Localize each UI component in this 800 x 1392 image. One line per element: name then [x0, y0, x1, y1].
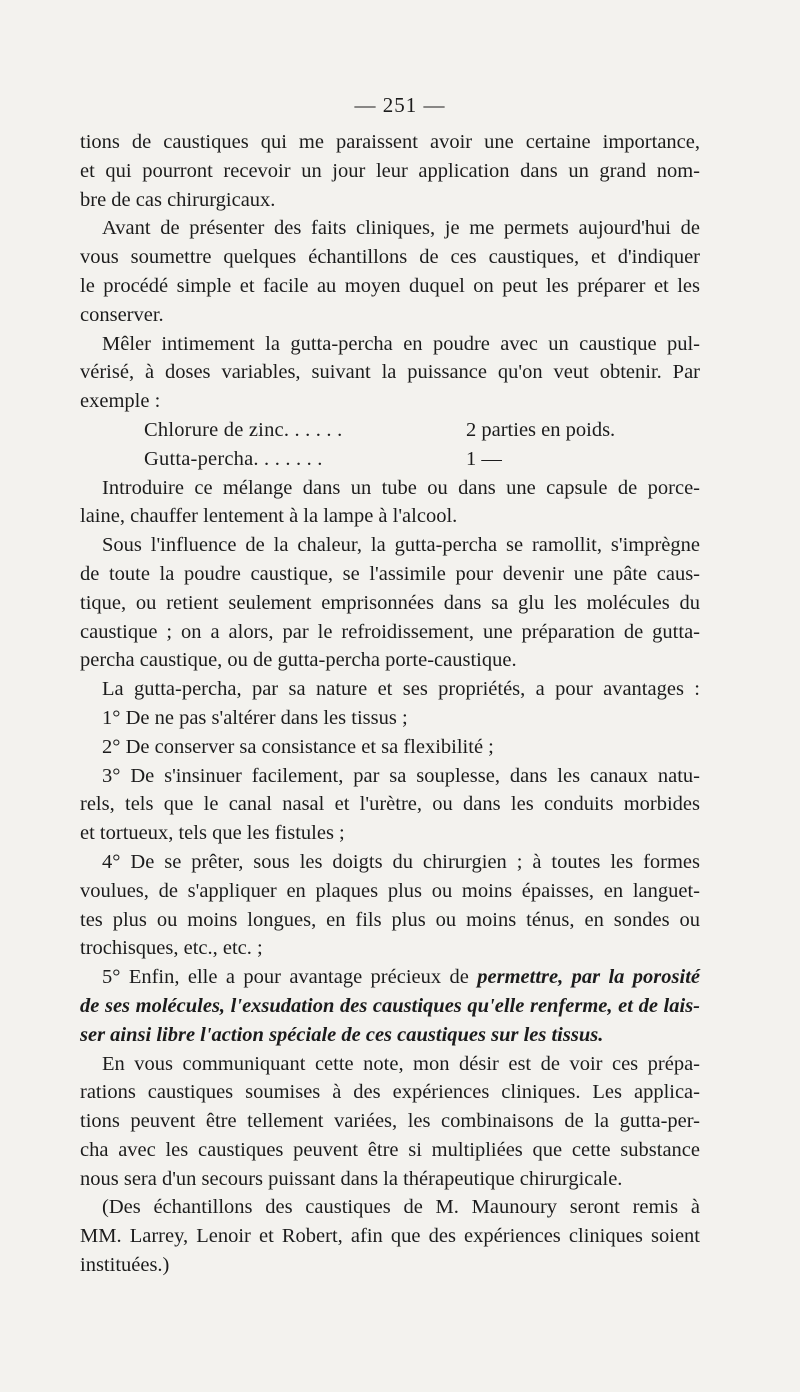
text-line: MM. Larrey, Lenoir et Robert, afin que des expériences cliniques soient	[80, 1225, 700, 1248]
italic-text-line: ser ainsi libre l'action spéciale de ces caustiques sur les tissus.	[80, 1023, 604, 1046]
text-line: vous soumettre quelques échantillons de ces caustiques, et d'indiquer	[80, 246, 700, 269]
list-item-1	[80, 704, 700, 733]
text-line: conserver.	[80, 303, 164, 326]
text-line: tique, ou retient seulement emprisonnées dans sa glu les molécules du	[80, 591, 700, 614]
text-line: percha caustique, ou de gutta-percha porte-caustique.	[80, 649, 517, 672]
text-line: caustique ; on a alors, par le refroidissement, une préparation de gutta-	[80, 620, 700, 643]
text-line: Avant de présenter des faits cliniques, je me permets aujourd'hui de	[102, 217, 700, 240]
italic-text: permettre, par la porosité	[477, 966, 700, 989]
text-line: Introduire ce mélange dans un tube ou dans une capsule de porce-	[102, 476, 700, 499]
recipe-row	[144, 416, 700, 445]
text-line: tes plus ou moins longues, en fils plus ou moins ténus, en sondes ou	[80, 908, 700, 931]
text-line: instituées.)	[80, 1254, 170, 1277]
list-item-3	[80, 762, 700, 848]
recipe-ingredient: Gutta-percha. . . . . . .	[144, 447, 323, 470]
text-line: tions de caustiques qui me paraissent avoir une certaine importance,	[80, 131, 700, 153]
list-item-5	[80, 963, 700, 1049]
text-line: 2° De conserver sa consistance et sa flexibilité ;	[102, 735, 494, 758]
text-line: trochisques, etc., etc. ;	[80, 937, 263, 960]
italic-text-line: de ses molécules, l'exsudation des caustiques qu'elle renferme, et de lais-	[80, 994, 700, 1017]
list-item-4	[80, 848, 700, 963]
paragraph-heat	[80, 531, 700, 675]
text-line: voulues, de s'appliquer en plaques plus ou moins épaisses, en languet-	[80, 879, 700, 902]
text-line: tions peuvent être tellement variées, les combinaisons de la gutta-per-	[80, 1110, 700, 1133]
text-line: vérisé, à doses variables, suivant la puissance qu'on veut obtenir. Par	[80, 361, 700, 384]
text-line: 4° De se prêter, sous les doigts du chirurgien ; à toutes les formes	[102, 850, 700, 873]
text-line: bre de cas chirurgicaux.	[80, 188, 276, 211]
paragraph-note	[80, 1050, 700, 1194]
text-line: Mêler intimement la gutta-percha en poudre avec un caustique pul-	[102, 332, 700, 355]
paragraph-advantages	[80, 675, 700, 704]
text-line: 3° De s'insinuer facilement, par sa souplesse, dans les canaux natu-	[102, 764, 700, 787]
text-line	[80, 963, 700, 992]
recipe-amount: 1 —	[466, 447, 502, 470]
recipe-amount: 2 parties en poids.	[466, 418, 616, 441]
text-line: rations caustiques soumises à des expériences cliniques. Les applica-	[80, 1081, 700, 1104]
page-number: — 251 —	[354, 93, 446, 117]
text-line: cha avec les caustiques peuvent être si multipliées que cette substance	[80, 1138, 700, 1161]
list-item-2	[80, 733, 700, 762]
text-line: En vous communiquant cette note, mon désir est de voir ces prépa-	[102, 1052, 700, 1075]
text-line: et tortueux, tels que les fistules ;	[80, 822, 345, 845]
text-line: La gutta-percha, par sa nature et ses propriétés, a pour avantages :	[102, 678, 700, 701]
text-line: (Des échantillons des caustiques de M. Maunoury seront remis à	[102, 1196, 700, 1219]
text-line: laine, chauffer lentement à la lampe à l'alcool.	[80, 505, 458, 528]
text-line: de toute la poudre caustique, se l'assimile pour devenir une pâte caus-	[80, 562, 700, 585]
text-line: 1° De ne pas s'altérer dans les tissus ;	[102, 706, 408, 729]
paragraph-intro	[80, 128, 700, 214]
paragraph-presentation	[80, 214, 700, 329]
text-line: rels, tels que le canal nasal et l'urètre, ou dans les conduits morbides	[80, 793, 700, 816]
text-line: Sous l'influence de la chaleur, la gutta-percha se ramollit, s'imprègne	[102, 534, 700, 557]
paragraph-method	[80, 330, 700, 416]
paragraph-instructions	[80, 474, 700, 532]
text-line: et qui pourront recevoir un jour leur application dans un grand nom-	[80, 159, 700, 182]
body-text	[80, 128, 700, 1280]
text-fragment: 5° Enfin, elle a pour avantage précieux de	[102, 966, 478, 989]
recipe-row	[144, 445, 700, 474]
recipe-ingredient: Chlorure de zinc. . . . . .	[144, 418, 343, 441]
text-line: le procédé simple et facile au moyen duquel on peut les préparer et les	[80, 274, 700, 297]
text-line: nous sera d'un secours puissant dans la thérapeutique chirurgicale.	[80, 1167, 623, 1190]
text-line: exemple :	[80, 390, 161, 413]
recipe-table	[80, 416, 700, 474]
paragraph-samples	[80, 1193, 700, 1279]
